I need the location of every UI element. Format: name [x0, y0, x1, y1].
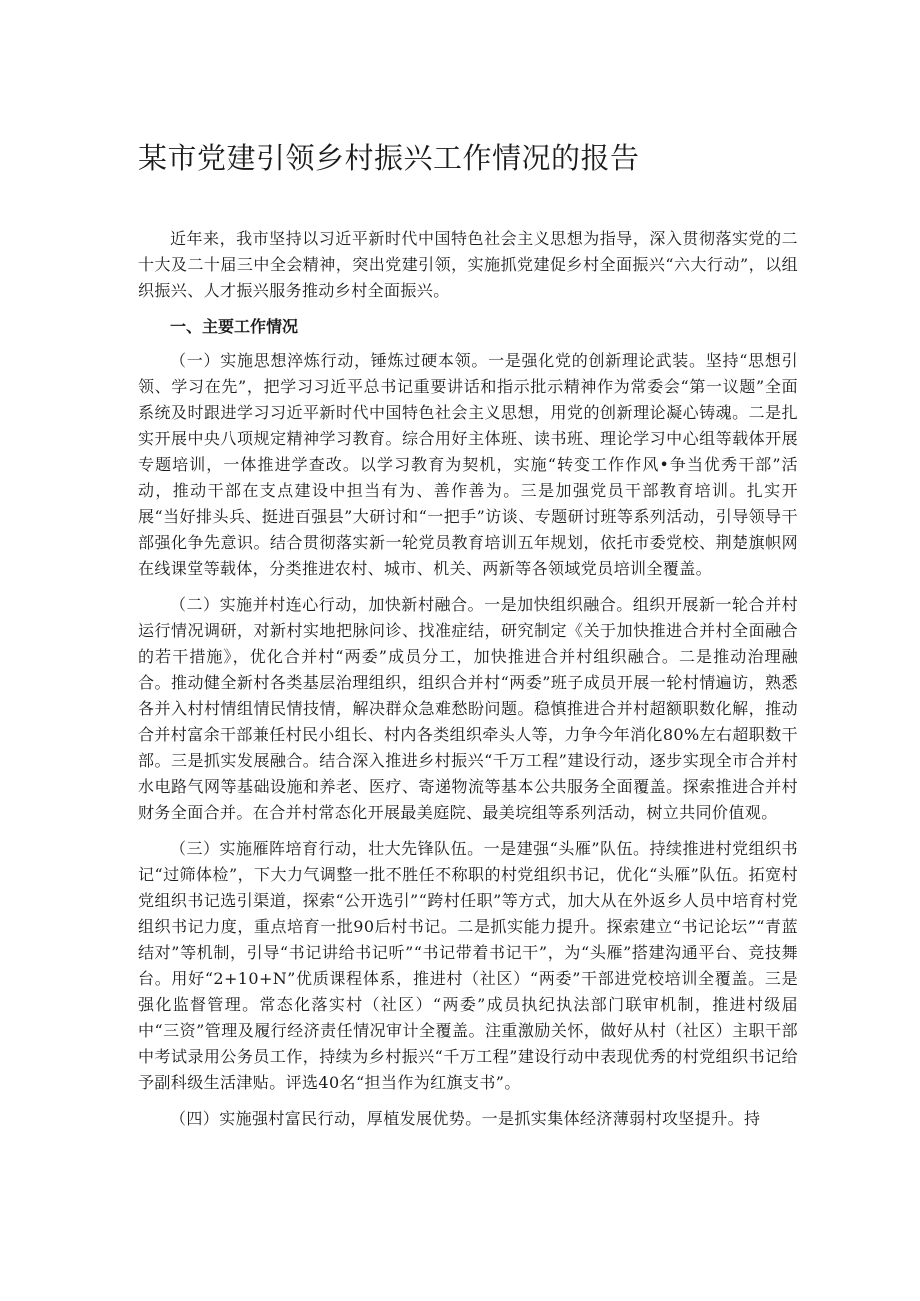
document-body	[138, 226, 798, 1132]
document-title: 某市党建引领乡村振兴工作情况的报告	[138, 141, 640, 175]
paragraph-1: （一）实施思想淬炼行动，锤炼过硬本领。一是强化党的创新理论武装。坚持“思想引领、学习在先”，把学习习近平总书记重要讲话和指示批示精神作为常委会“第一议题”全面系统及时跟进学习习近平新时代中国特色社会主义思想，用党的创新理论凝心铸魂。二是扎实开展中央八项规定精神学习教育。综合用好主体班、读书班、理论学习中心组等载体开展专题培训，一体推进学查改。以学习教育为契机，实施“转变工作作风•争当优秀干部”活动，推动干部在支点建设中担当有为、善作善为。三是加强党员干部教育培训。扎实开展“当好排头兵、挺进百强县”大研讨和“一把手”访谈、专题研讨班等系列活动，引导领导干部强化争先意识。结合贯彻落实新一轮党员教育培训五年规划，依托市委党校、荆楚旗帜网在线课堂等载体，分类推进农村、城市、机关、两新等各领域党员培训全覆盖。	[138, 351, 798, 578]
paragraph-3: （三）实施雁阵培育行动，壮大先锋队伍。一是建强“头雁”队伍。持续推进村党组织书记“过筛体检”，下大力气调整一批不胜任不称职的村党组织书记，优化“头雁”队伍。拓宽村党组织书记选引渠道，探索“公开选引”“跨村任职”等方式，加大从在外返乡人员中培育村党组织书记力度，重点培育一批90后村书记。二是抓实能力提升。探索建立“书记论坛”“青蓝结对”等机制，引导“书记讲给书记听”“书记带着书记干”，为“头雁”搭建沟通平台、竞技舞台。用好“2+10+N”优质课程体系，推进村（社区）“两委”干部进党校培训全覆盖。三是强化监督管理。常态化落实村（社区）“两委”成员执纪执法部门联审机制，推进村级届中“三资”管理及履行经济责任情况审计全覆盖。注重激励关怀，做好从村（社区）主职干部中考试录用公务员工作，持续为乡村振兴“千万工程”建设行动中表现优秀的村党组织书记给予副科级生活津贴。评选40名“担当作为红旗支书”。	[138, 839, 798, 1092]
paragraph-4: （四）实施强村富民行动，厚植发展优势。一是抓实集体经济薄弱村攻坚提升。持	[170, 1109, 761, 1128]
paragraph-2: （二）实施并村连心行动，加快新村融合。一是加快组织融合。组织开展新一轮合并村运行情况调研，对新村实地把脉问诊、找准症结，研究制定《关于加快推进合并村全面融合的若干措施》，优化合并村“两委”成员分工，加快推进合并村组织融合。二是推动治理融合。推动健全新村各类基层治理组织，组织合并村“两委”班子成员开展一轮村情遍访，熟悉各并入村村情组情民情技情，解决群众急难愁盼问题。稳慎推进合并村超额职数化解，推动合并村富余干部兼任村民小组长、村内各类组织牵头人等，力争今年消化80%左右超职数干部。三是抓实发展融合。结合深入推进乡村振兴“千万工程”建设行动，逐步实现全市合并村水电路气网等基础设施和养老、医疗、寄递物流等基本公共服务全面覆盖。探索推进合并村财务全面合并。在合并村常态化开展最美庭院、最美垸组等系列活动，树立共同价值观。	[138, 595, 798, 822]
section-heading: 一、主要工作情况	[170, 317, 299, 336]
intro-paragraph: 近年来，我市坚持以习近平新时代中国特色社会主义思想为指导，深入贯彻落实党的二十大及二十届三中全会精神，突出党建引领，实施抓党建促乡村全面振兴“六大行动”，以组织振兴、人才振兴服务推动乡村全面振兴。	[138, 229, 798, 300]
